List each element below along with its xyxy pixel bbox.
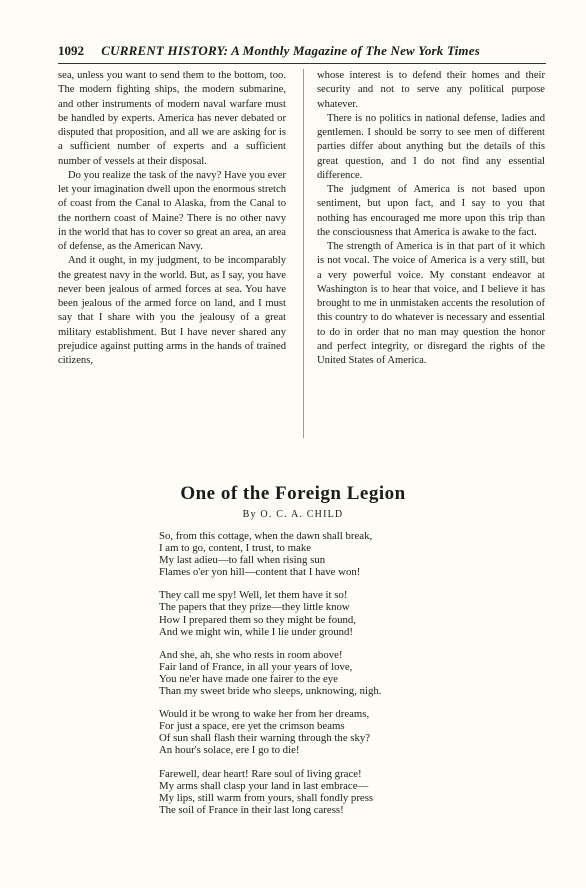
poem-line: My lips, still warm from yours, shall fondly press [159,791,374,804]
poem-line: For just a space, ere yet the crimson beams [159,720,345,733]
stanza [159,530,539,578]
poem-line: And she, ah, she who rests in room above! [159,648,343,661]
right-paragraph-2: There is no politics in national defense, ladies and gentlemen. I should be sorry to see men of different parties differ about anything but the details of this great question, and I do not find any essential difference. [317,112,545,181]
poem-line: How I prepared them so they might be found, [159,613,356,626]
right-paragraph-4: The strength of America is in that part of it which is not vocal. The voice of America is a very still, but a very powerful voice. My constant endeavor at Washington is to hear that voice, and I believe it has brought to me in unmistaken accents the resolution of this country to do whatever is necessary and essential to do in order that no man may question the honor and perfect integrity, or disregard the rights of the United States of America. [317,241,545,366]
poem-line: The soil of France in their last long caress! [159,803,344,816]
poem-line: My arms shall clasp your land in last embrace— [159,779,369,792]
page-number: 1092 [58,43,84,58]
poem-byline: By O. C. A. CHILD [242,509,344,520]
stanza [159,768,539,816]
poem-line: They call me spy! Well, let them have it so! [159,589,348,602]
poem-line: Flames o'er yon hill—content that I have won! [159,566,361,579]
left-column [58,69,286,368]
running-header [58,43,546,59]
poem-line: And we might win, while I lie under ground! [159,625,354,638]
column-divider [303,69,304,438]
publication-name: CURRENT HISTORY: [101,43,229,58]
publication-title [101,43,480,58]
stanza [159,708,539,756]
poem-body [159,530,539,827]
poem-title: One of the Foreign Legion [180,483,406,504]
poem-line: So, from this cottage, when the dawn shall break, [159,530,373,542]
poem-line: Farewell, dear heart! Rare soul of living grace! [159,767,362,780]
right-paragraph-3: The judgment of America is not based upon sentiment, but upon fact, and I say to you that nothing has encouraged me more upon this trip than the consciousness that America is awake to the fact. [317,184,545,238]
stanza [159,589,539,637]
poem-line: You ne'er have made one fairer to the eye [159,672,338,685]
publication-subtitle: A Monthly Magazine of The New York Times [228,43,480,58]
stanza [159,649,539,697]
left-paragraph-3: And it ought, in my judgment, to be incomparably the greatest navy in the world. But, as I say, you have never been jealous of armed forces at sea. You have been jealous of the armed force on land, and I must say that I share with you the jealousy of a great military establishment. But I have never shared any prejudice against putting arms in the hands of trained citizens, [58,255,286,366]
poem-line: My last adieu—to fall when rising sun [159,554,326,567]
poem-line: I am to go, content, I trust, to make [159,542,312,555]
right-paragraph-1: whose interest is to defend their homes and their security and not to serve any political purpose whatever. [317,70,545,110]
poem-line: Than my sweet bride who sleeps, unknowing, nigh. [159,685,382,698]
right-column [317,69,545,368]
poem-line: Of sun shall flash their warning through the sky? [159,732,371,745]
poem-line: Fair land of France, in all your years of love, [159,660,353,673]
left-paragraph-1: sea, unless you want to send them to the bottom, too. The modern fighting ships, the modern submarine, and other instruments of modern naval warfare must be handled by experts. America has never debated or disputed that proposition, and all we are asking for is a sufficient number of experts and a sufficient number of vessels at their disposal. [58,70,286,167]
left-paragraph-2: Do you realize the task of the navy? Have you ever let your imagination dwell upon the enormous stretch of coast from the Canal to Alaska, from the Canal to the northern coast of Maine? There is no other navy in the world that has to cover so great an area, an area of defense, as the American Navy. [58,169,286,252]
header-rule [58,63,546,64]
poem-line: Would it be wrong to wake her from her dreams, [159,708,370,721]
poem-line: The papers that they prize—they little know [159,601,350,614]
poem-line: An hour's solace, ere I go to die! [159,744,300,757]
